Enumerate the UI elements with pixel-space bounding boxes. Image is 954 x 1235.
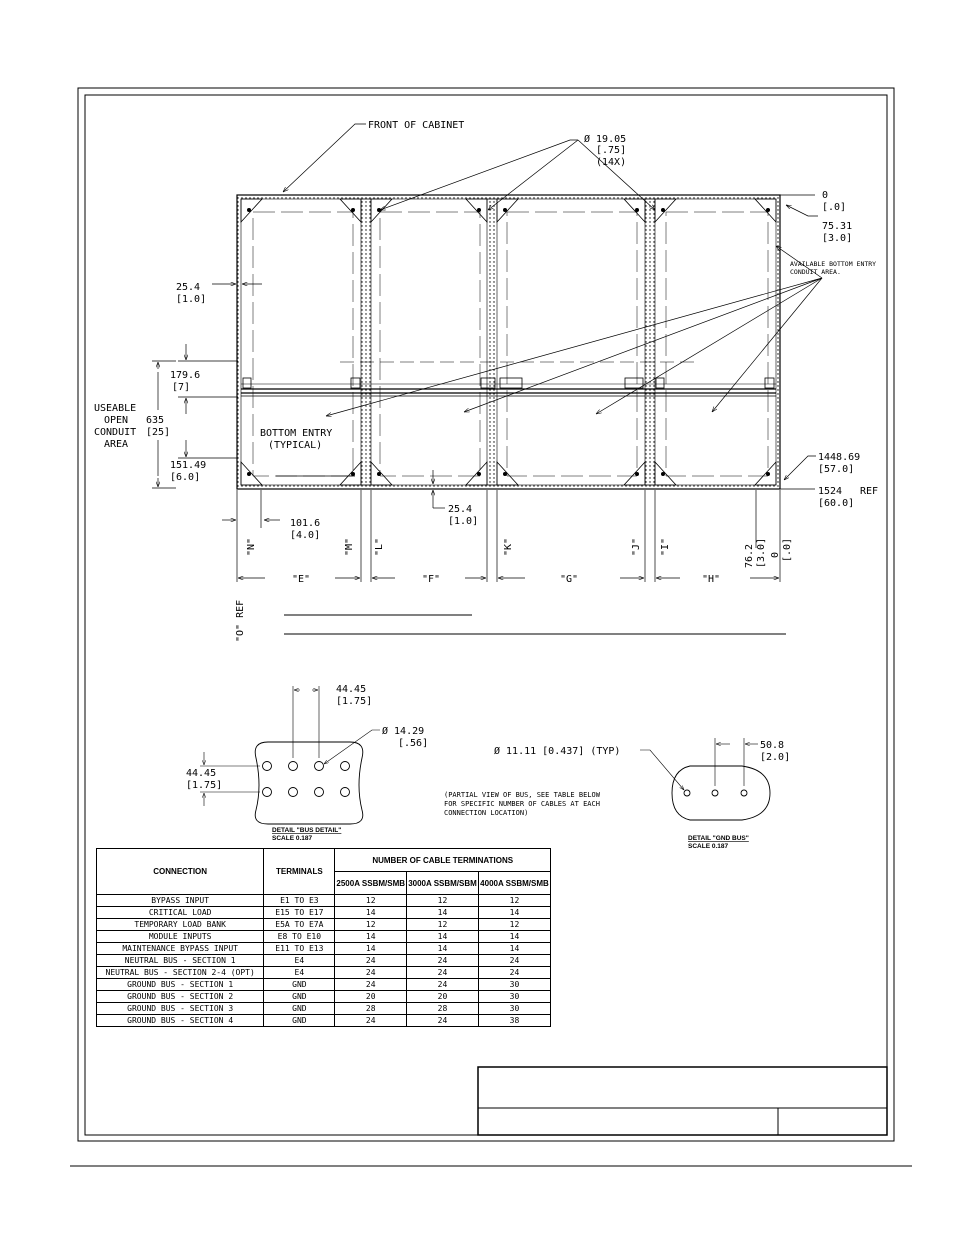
dim-0-inch: [.0] [822, 202, 847, 213]
bottom-entry-1: BOTTOM ENTRY [260, 428, 333, 439]
cell-2500a: 12 [335, 895, 407, 907]
bus-detail-scale: SCALE 0.187 [272, 835, 313, 842]
cell-connection: GROUND BUS - SECTION 3 [97, 1003, 264, 1015]
cell-3000a: 14 [407, 931, 479, 943]
hole-dia-label: Ø 19.05 [584, 134, 627, 145]
dim-1524-inch: [60.0] [818, 498, 855, 509]
cell-connection: BYPASS INPUT [97, 895, 264, 907]
cell-terminals: E4 [264, 967, 335, 979]
dim-1524-ref: REF [860, 486, 879, 497]
dim-1796-inch: [7] [172, 382, 191, 393]
gnd-bus-drawing [640, 738, 770, 820]
cell-4000a: 38 [478, 1015, 550, 1027]
cell-connection: MODULE INPUTS [97, 931, 264, 943]
table-row [97, 943, 551, 955]
cell-4000a: 24 [478, 967, 550, 979]
header-number-of-terminations: NUMBER OF CABLE TERMINATIONS [335, 849, 551, 872]
table-row [97, 907, 551, 919]
dim-1796: 179.6 [170, 370, 201, 381]
table-row [97, 1015, 551, 1027]
dim-0b-inch: [.0] [782, 537, 793, 562]
bus-dim-4445b: 44.45 [186, 768, 217, 779]
cell-4000a: 30 [478, 1003, 550, 1015]
cell-terminals: E15 TO E17 [264, 907, 335, 919]
useable-1: USEABLE [94, 403, 137, 414]
cell-2500a: 14 [335, 907, 407, 919]
cell-4000a: 14 [478, 943, 550, 955]
bottom-entry-2: (TYPICAL) [268, 440, 323, 451]
useable-3: CONDUIT [94, 427, 137, 438]
ref-label-k: "K" [503, 537, 514, 556]
gnd-detail-scale: SCALE 0.187 [688, 843, 729, 850]
cell-2500a: 28 [335, 1003, 407, 1015]
cell-2500a: 24 [335, 1015, 407, 1027]
gnd-dim-508-inch: [2.0] [760, 752, 791, 763]
span-label-g: "G" [560, 574, 579, 585]
cell-3000a: 14 [407, 943, 479, 955]
table-row [97, 895, 551, 907]
cell-4000a: 12 [478, 919, 550, 931]
cell-terminals: E8 TO E10 [264, 931, 335, 943]
gnd-hole-label: Ø 11.11 [0.437] (TYP) [494, 746, 621, 757]
dim-254-left-inch: [1.0] [176, 294, 207, 305]
partial-view-note [444, 791, 601, 817]
header-col-3000a: 3000A SSBM/SBM [407, 872, 479, 895]
cell-terminals: GND [264, 1015, 335, 1027]
bus-detail-labels [186, 684, 428, 842]
cell-3000a: 28 [407, 1003, 479, 1015]
table-row [97, 979, 551, 991]
dim-1524: 1524 [818, 486, 843, 497]
cell-4000a: 30 [478, 991, 550, 1003]
span-label-e: "E" [292, 574, 311, 585]
dim-144869-inch: [57.0] [818, 464, 855, 475]
ref-label-i: "I" [660, 537, 671, 556]
cell-3000a: 24 [407, 967, 479, 979]
dim-0: 0 [822, 190, 829, 201]
cell-2500a: 14 [335, 931, 407, 943]
cell-3000a: 24 [407, 1015, 479, 1027]
front-of-cabinet-label: FRONT OF CABINET [368, 120, 465, 131]
bus-detail-title: DETAIL "BUS DETAIL" [272, 827, 342, 834]
header-col-4000a: 4000A SSBM/SMB [478, 872, 550, 895]
table-row [97, 931, 551, 943]
dim-635: 635 [146, 415, 165, 426]
cell-4000a: 12 [478, 895, 550, 907]
cell-3000a: 20 [407, 991, 479, 1003]
span-label-h: "H" [702, 574, 721, 585]
dim-15149-inch: [6.0] [170, 472, 201, 483]
title-block [478, 1067, 887, 1135]
cell-2500a: 24 [335, 955, 407, 967]
dim-1016: 101.6 [290, 518, 321, 529]
cell-4000a: 14 [478, 907, 550, 919]
cell-connection: TEMPORARY LOAD BANK [97, 919, 264, 931]
cable-terminations-table [96, 848, 551, 1027]
ref-label-m: "M" [344, 537, 355, 556]
dim-762: 76.2 [744, 543, 755, 568]
gnd-detail-title: DETAIL "GND BUS" [688, 835, 749, 842]
dim-15149: 151.49 [170, 460, 207, 471]
cell-terminals: E5A TO E7A [264, 919, 335, 931]
bus-hole-label: Ø 14.29 [382, 726, 425, 737]
header-terminals: TERMINALS [264, 849, 335, 895]
table-row [97, 919, 551, 931]
dim-7531: 75.31 [822, 221, 853, 232]
ref-label-n: "N" [246, 537, 257, 556]
dim-144869: 1448.69 [818, 452, 861, 463]
table-row [97, 1003, 551, 1015]
cell-terminals: E11 TO E13 [264, 943, 335, 955]
dim-635-inch: [25] [146, 427, 171, 438]
conduit-note-2: CONDUIT AREA. [790, 268, 841, 276]
span-label-f: "F" [422, 574, 441, 585]
dim-254-bottom-inch: [1.0] [448, 516, 479, 527]
cell-2500a: 12 [335, 919, 407, 931]
cell-2500a: 24 [335, 979, 407, 991]
bus-dim-4445a: 44.45 [336, 684, 367, 695]
table-body [97, 895, 551, 1027]
cell-connection: CRITICAL LOAD [97, 907, 264, 919]
table-row [97, 991, 551, 1003]
header-connection: CONNECTION [97, 849, 264, 895]
hole-qty: (14X) [596, 157, 627, 168]
table-row [97, 955, 551, 967]
partial-note-1: (PARTIAL VIEW OF BUS, SEE TABLE BELOW [444, 791, 600, 799]
ref-o-label: "O" REF [235, 599, 246, 642]
cell-3000a: 24 [407, 955, 479, 967]
dim-254-bottom: 25.4 [448, 504, 473, 515]
ref-label-j: "J" [631, 537, 642, 556]
dim-0b: 0 [770, 551, 781, 558]
cell-3000a: 12 [407, 895, 479, 907]
useable-4: AREA [104, 439, 129, 450]
cell-connection: NEUTRAL BUS - SECTION 1 [97, 955, 264, 967]
cell-terminals: GND [264, 1003, 335, 1015]
cell-terminals: E4 [264, 955, 335, 967]
cell-terminals: E1 TO E3 [264, 895, 335, 907]
dim-7531-inch: [3.0] [822, 233, 853, 244]
dim-254-left: 25.4 [176, 282, 201, 293]
cell-4000a: 30 [478, 979, 550, 991]
cell-3000a: 12 [407, 919, 479, 931]
cell-connection: GROUND BUS - SECTION 4 [97, 1015, 264, 1027]
cell-connection: GROUND BUS - SECTION 1 [97, 979, 264, 991]
bus-hole-inch: [.56] [398, 738, 429, 749]
cell-terminals: GND [264, 979, 335, 991]
cell-connection: GROUND BUS - SECTION 2 [97, 991, 264, 1003]
table-row [97, 967, 551, 979]
cell-connection: NEUTRAL BUS - SECTION 2-4 (OPT) [97, 967, 264, 979]
cell-4000a: 14 [478, 931, 550, 943]
cell-3000a: 14 [407, 907, 479, 919]
cell-3000a: 24 [407, 979, 479, 991]
cell-2500a: 20 [335, 991, 407, 1003]
useable-2: OPEN [104, 415, 129, 426]
conduit-note-1: AVAILABLE BOTTOM ENTRY [790, 260, 877, 268]
dim-1016-inch: [4.0] [290, 530, 321, 541]
header-col-2500a: 2500A SSBM/SMB [335, 872, 407, 895]
partial-note-2: FOR SPECIFIC NUMBER OF CABLES AT EACH [444, 800, 600, 808]
cell-connection: MAINTENANCE BYPASS INPUT [97, 943, 264, 955]
hole-dia-inch: [.75] [596, 145, 627, 156]
dim-762-inch: [3.0] [756, 537, 767, 568]
gnd-dim-508: 50.8 [760, 740, 785, 751]
bus-dim-4445a-inch: [1.75] [336, 696, 373, 707]
ref-label-l: "L" [374, 537, 385, 556]
partial-note-3: CONNECTION LOCATION) [444, 809, 529, 817]
cell-4000a: 24 [478, 955, 550, 967]
cell-terminals: GND [264, 991, 335, 1003]
cell-2500a: 24 [335, 967, 407, 979]
cell-2500a: 14 [335, 943, 407, 955]
bus-dim-4445b-inch: [1.75] [186, 780, 223, 791]
